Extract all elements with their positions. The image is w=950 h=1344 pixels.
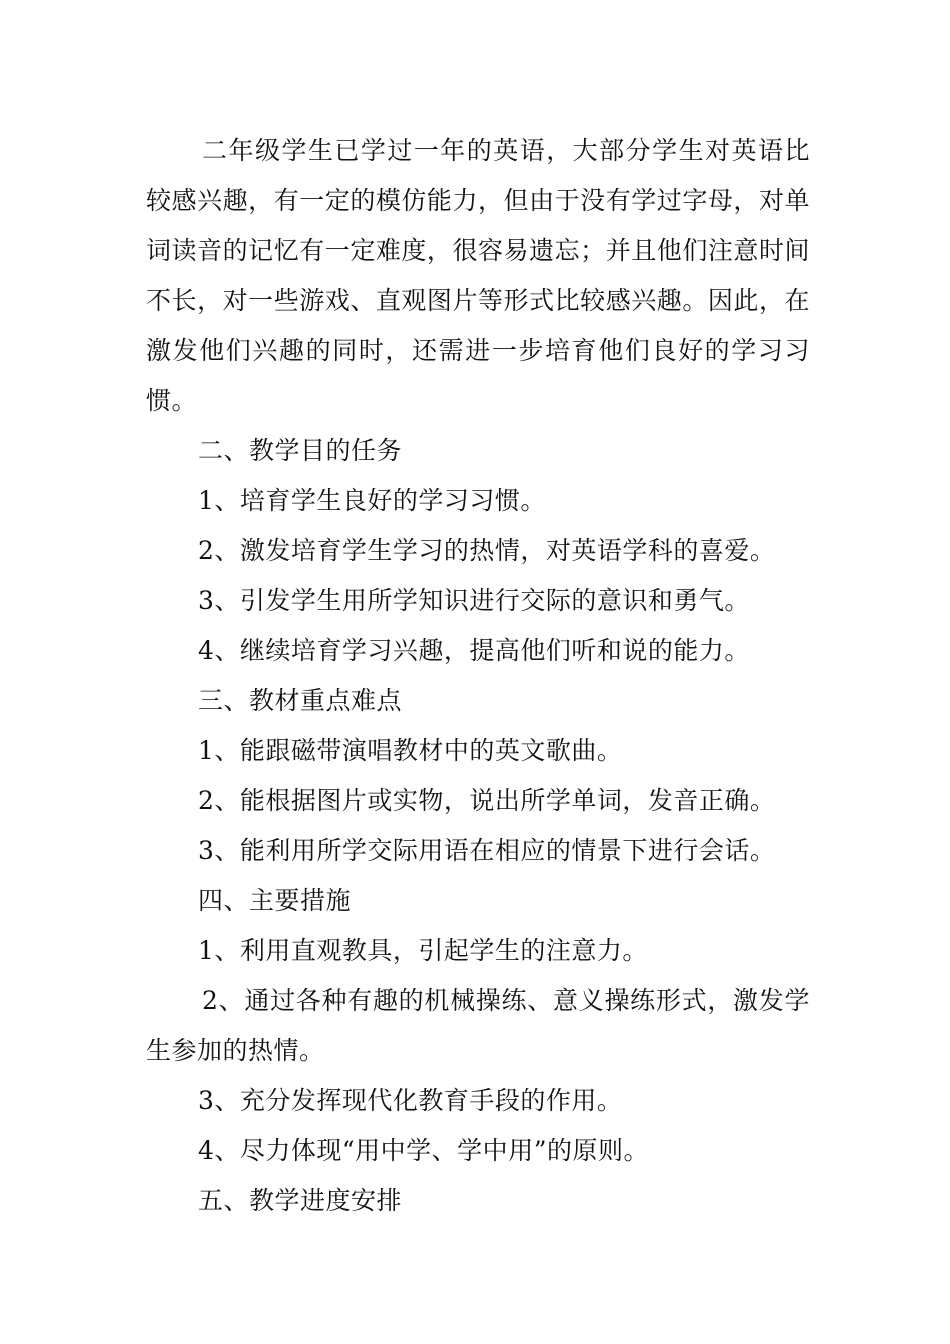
measure-item-3: 3、充分发挥现代化教育手段的作用。 xyxy=(198,1086,623,1115)
goal-item-3: 3、引发学生用所学知识进行交际的意识和勇气。 xyxy=(198,586,750,615)
document-body xyxy=(146,126,810,1226)
goal-item-2: 2、激发培育学生学习的热情，对英语学科的喜爱。 xyxy=(198,536,776,565)
section-heading-schedule: 五、教学进度安排 xyxy=(198,1186,403,1215)
key-point-item-1: 1、能跟磁带演唱教材中的英文歌曲。 xyxy=(198,736,623,765)
key-point-item-2: 2、能根据图片或实物，说出所学单词，发音正确。 xyxy=(198,786,776,815)
key-point-item-3: 3、能利用所学交际用语在相应的情景下进行会话。 xyxy=(198,836,776,865)
section-heading-teaching-goals: 二、教学目的任务 xyxy=(198,436,403,465)
measure-item-4: 4、尽力体现“用中学、学中用”的原则。 xyxy=(198,1136,649,1165)
measure-item-1: 1、利用直观教具，引起学生的注意力。 xyxy=(198,936,648,965)
section-heading-key-points: 三、教材重点难点 xyxy=(198,686,403,715)
intro-paragraph: 二年级学生已学过一年的英语，大部分学生对英语比较感兴趣，有一定的模仿能力，但由于没有学过字母，对单词读音的记忆有一定难度，很容易遗忘；并且他们注意时间不长，对一些游戏、直观图片等形式比较感兴趣。因此，在激发他们兴趣的同时，还需进一步培育他们良好的学习习惯。 xyxy=(146,136,810,415)
goal-item-4: 4、继续培育学习兴趣，提高他们听和说的能力。 xyxy=(198,636,750,665)
measure-item-2: 2、通过各种有趣的机械操练、意义操练形式，激发学生参加的热情。 xyxy=(146,986,810,1065)
goal-item-1: 1、培育学生良好的学习习惯。 xyxy=(198,486,546,515)
section-heading-measures: 四、主要措施 xyxy=(198,886,352,915)
